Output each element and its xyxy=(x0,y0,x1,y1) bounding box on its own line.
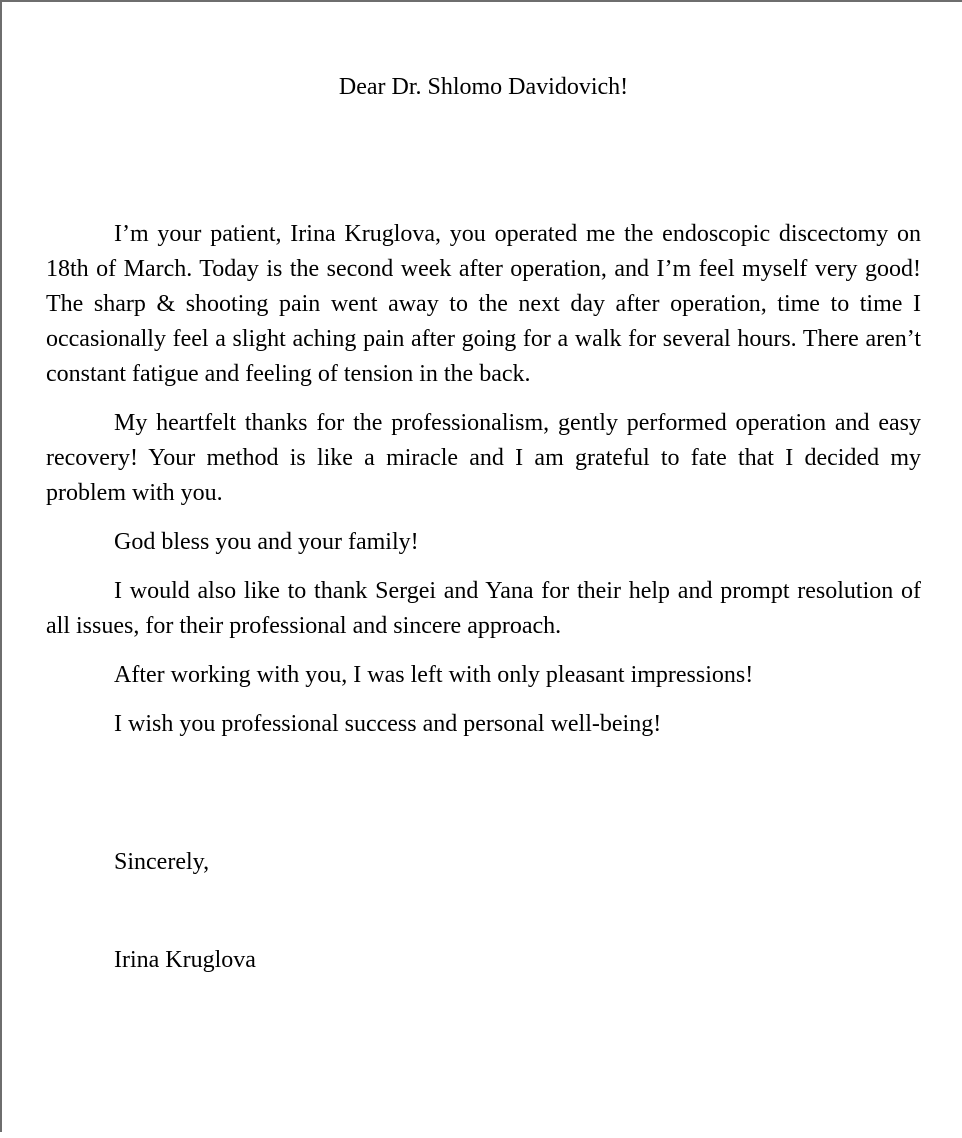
paragraph-4: I would also like to thank Sergei and Yana for their help and prompt resolution of all issues, for their professional and sincere approach. xyxy=(46,578,921,639)
paragraph-1: I’m your patient, Irina Kruglova, you operated me the endoscopic discectomy on 18th of March. Today is the second week after operation, and I’m feel myself very good! The sharp & shooting pain went away to the next day after operation, time to time I occasionally feel a slight aching pain after going for a walk for several hours. There aren’t constant fatigue and feeling of tension in the back. xyxy=(46,221,921,387)
paragraph-5: After working with you, I was left with only pleasant impressions! xyxy=(114,662,754,688)
letter-title: Dear Dr. Shlomo Davidovich! xyxy=(338,74,629,100)
closing-line: Sincerely, xyxy=(114,849,210,875)
page-edge-top-divider xyxy=(0,0,962,2)
paragraph-3: God bless you and your family! xyxy=(114,529,419,555)
page-edge-left-divider xyxy=(0,0,2,1132)
signature-line: Irina Kruglova xyxy=(114,947,256,973)
paragraph-6: I wish you professional success and personal well-being! xyxy=(114,711,662,737)
paragraph-2: My heartfelt thanks for the professionalism, gently performed operation and easy recovery! Your method is like a miracle and I am grateful to fate that I decided my problem with you. xyxy=(46,410,921,506)
letter-body xyxy=(46,217,921,742)
